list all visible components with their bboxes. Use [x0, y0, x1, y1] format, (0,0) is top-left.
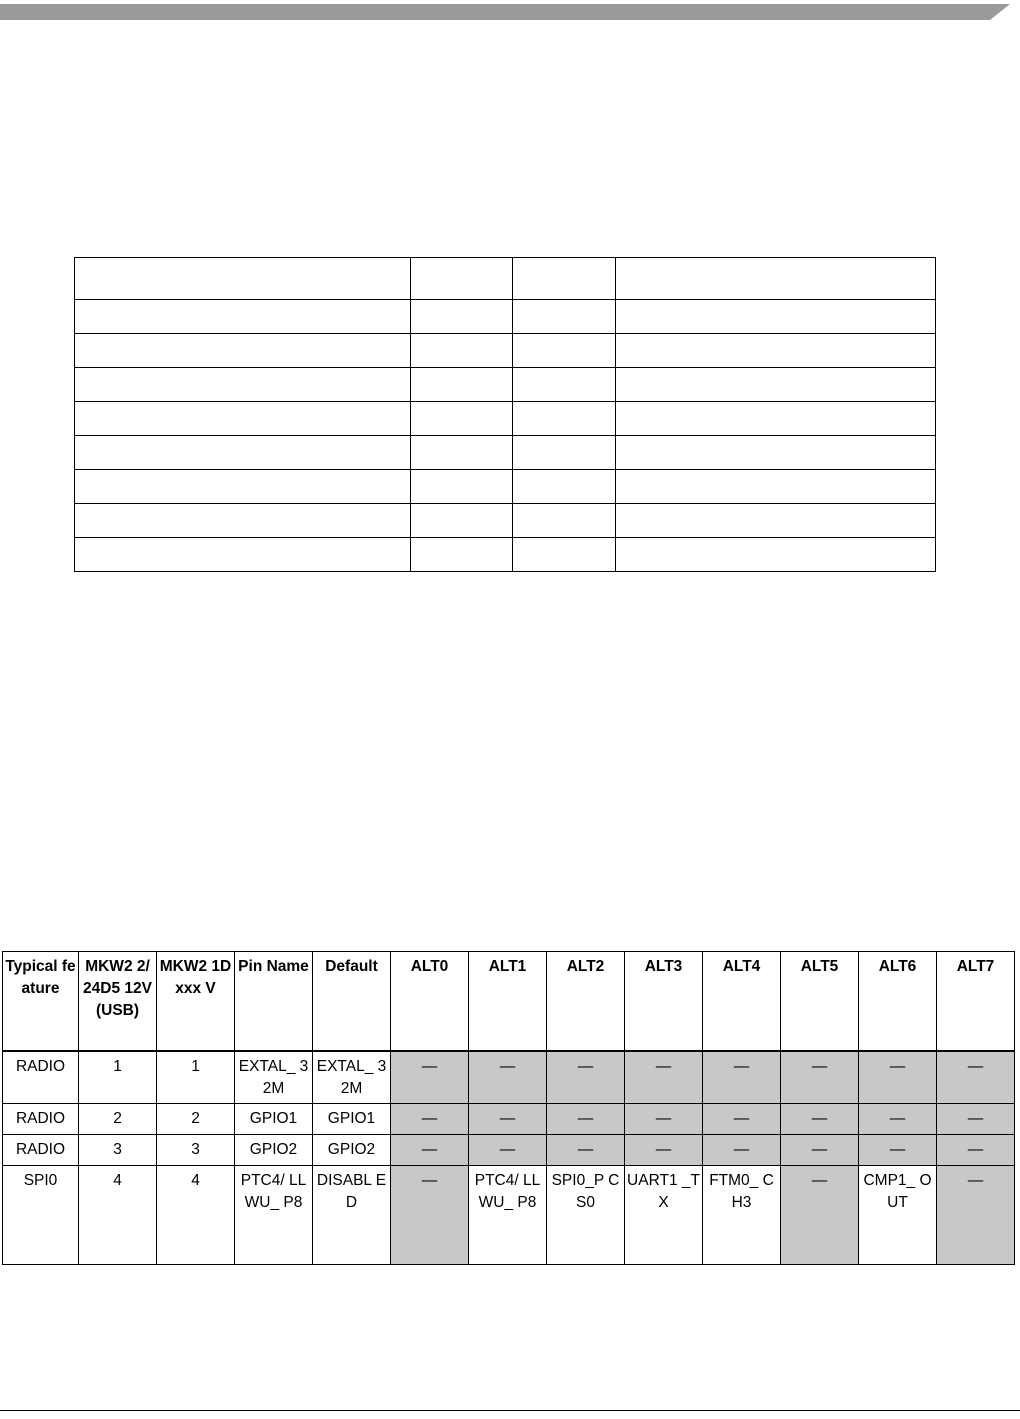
cell-pin-name: GPIO1 — [235, 1104, 313, 1135]
cell-alt5: — — [781, 1051, 859, 1104]
cell-default: EXTAL_ 32M — [313, 1051, 391, 1104]
cell-alt0: — — [391, 1051, 469, 1104]
cell-default: GPIO1 — [313, 1104, 391, 1135]
header-alt2: ALT2 — [547, 952, 625, 1051]
cell-alt2: — — [547, 1051, 625, 1104]
cell-alt1: — — [469, 1135, 547, 1166]
cell-alt2: SPI0_P CS0 — [547, 1166, 625, 1265]
header-alt5: ALT5 — [781, 952, 859, 1051]
cell-alt7: — — [937, 1104, 1015, 1135]
cell-alt7: — — [937, 1135, 1015, 1166]
cell-pkg-usb: 2 — [79, 1104, 157, 1135]
cell-pkg-v: 2 — [157, 1104, 235, 1135]
cell-pkg-v: 3 — [157, 1135, 235, 1166]
cell-feature: SPI0 — [3, 1166, 79, 1265]
cell-alt0: — — [391, 1135, 469, 1166]
cell-alt5: — — [781, 1135, 859, 1166]
cell-alt6: — — [859, 1104, 937, 1135]
cell-alt0: — — [391, 1104, 469, 1135]
cell-pkg-v: 4 — [157, 1166, 235, 1265]
cell-default: GPIO2 — [313, 1135, 391, 1166]
header-alt6: ALT6 — [859, 952, 937, 1051]
cell-alt4: — — [703, 1135, 781, 1166]
cell-alt4: — — [703, 1051, 781, 1104]
cell-alt1: PTC4/ LLWU_ P8 — [469, 1166, 547, 1265]
cell-alt7: — — [937, 1051, 1015, 1104]
cell-alt2: — — [547, 1104, 625, 1135]
header-alt3: ALT3 — [625, 952, 703, 1051]
cell-alt4: — — [703, 1104, 781, 1135]
table-row — [3, 1104, 1015, 1135]
cell-alt3: — — [625, 1051, 703, 1104]
cell-pkg-usb: 3 — [79, 1135, 157, 1166]
header-pkg-v: MKW2 1Dxxx V — [157, 952, 235, 1051]
table-row — [3, 1135, 1015, 1166]
cell-feature: RADIO — [3, 1104, 79, 1135]
header-typical-feature: Typical feature — [3, 952, 79, 1051]
cell-alt6: CMP1_ OUT — [859, 1166, 937, 1265]
cell-pin-name: PTC4/ LLWU_ P8 — [235, 1166, 313, 1265]
cell-pin-name: EXTAL_ 32M — [235, 1051, 313, 1104]
cell-alt6: — — [859, 1135, 937, 1166]
table-row — [3, 1051, 1015, 1104]
cell-alt0: — — [391, 1166, 469, 1265]
empty-reference-table — [74, 257, 936, 572]
cell-alt7: — — [937, 1166, 1015, 1265]
header-alt7: ALT7 — [937, 952, 1015, 1051]
cell-alt5: — — [781, 1166, 859, 1265]
cell-alt2: — — [547, 1135, 625, 1166]
signal-mux-table — [2, 951, 1015, 1265]
cell-alt1: — — [469, 1051, 547, 1104]
cell-pkg-usb: 4 — [79, 1166, 157, 1265]
header-bar — [0, 0, 1020, 22]
header-pkg-usb: MKW2 2/24D5 12V (USB) — [79, 952, 157, 1051]
cell-alt5: — — [781, 1104, 859, 1135]
cell-default: DISABL ED — [313, 1166, 391, 1265]
header-alt4: ALT4 — [703, 952, 781, 1051]
cell-feature: RADIO — [3, 1135, 79, 1166]
cell-alt3: UART1 _TX — [625, 1166, 703, 1265]
footer-rule — [0, 1410, 1020, 1411]
cell-alt6: — — [859, 1051, 937, 1104]
cell-pkg-usb: 1 — [79, 1051, 157, 1104]
cell-alt4: FTM0_ CH3 — [703, 1166, 781, 1265]
header-pin-name: Pin Name — [235, 952, 313, 1051]
cell-pkg-v: 1 — [157, 1051, 235, 1104]
cell-pin-name: GPIO2 — [235, 1135, 313, 1166]
cell-alt3: — — [625, 1104, 703, 1135]
table-row — [3, 1166, 1015, 1265]
header-alt0: ALT0 — [391, 952, 469, 1051]
cell-alt1: — — [469, 1104, 547, 1135]
cell-feature: RADIO — [3, 1051, 79, 1104]
header-default: Default — [313, 952, 391, 1051]
cell-alt3: — — [625, 1135, 703, 1166]
header-alt1: ALT1 — [469, 952, 547, 1051]
